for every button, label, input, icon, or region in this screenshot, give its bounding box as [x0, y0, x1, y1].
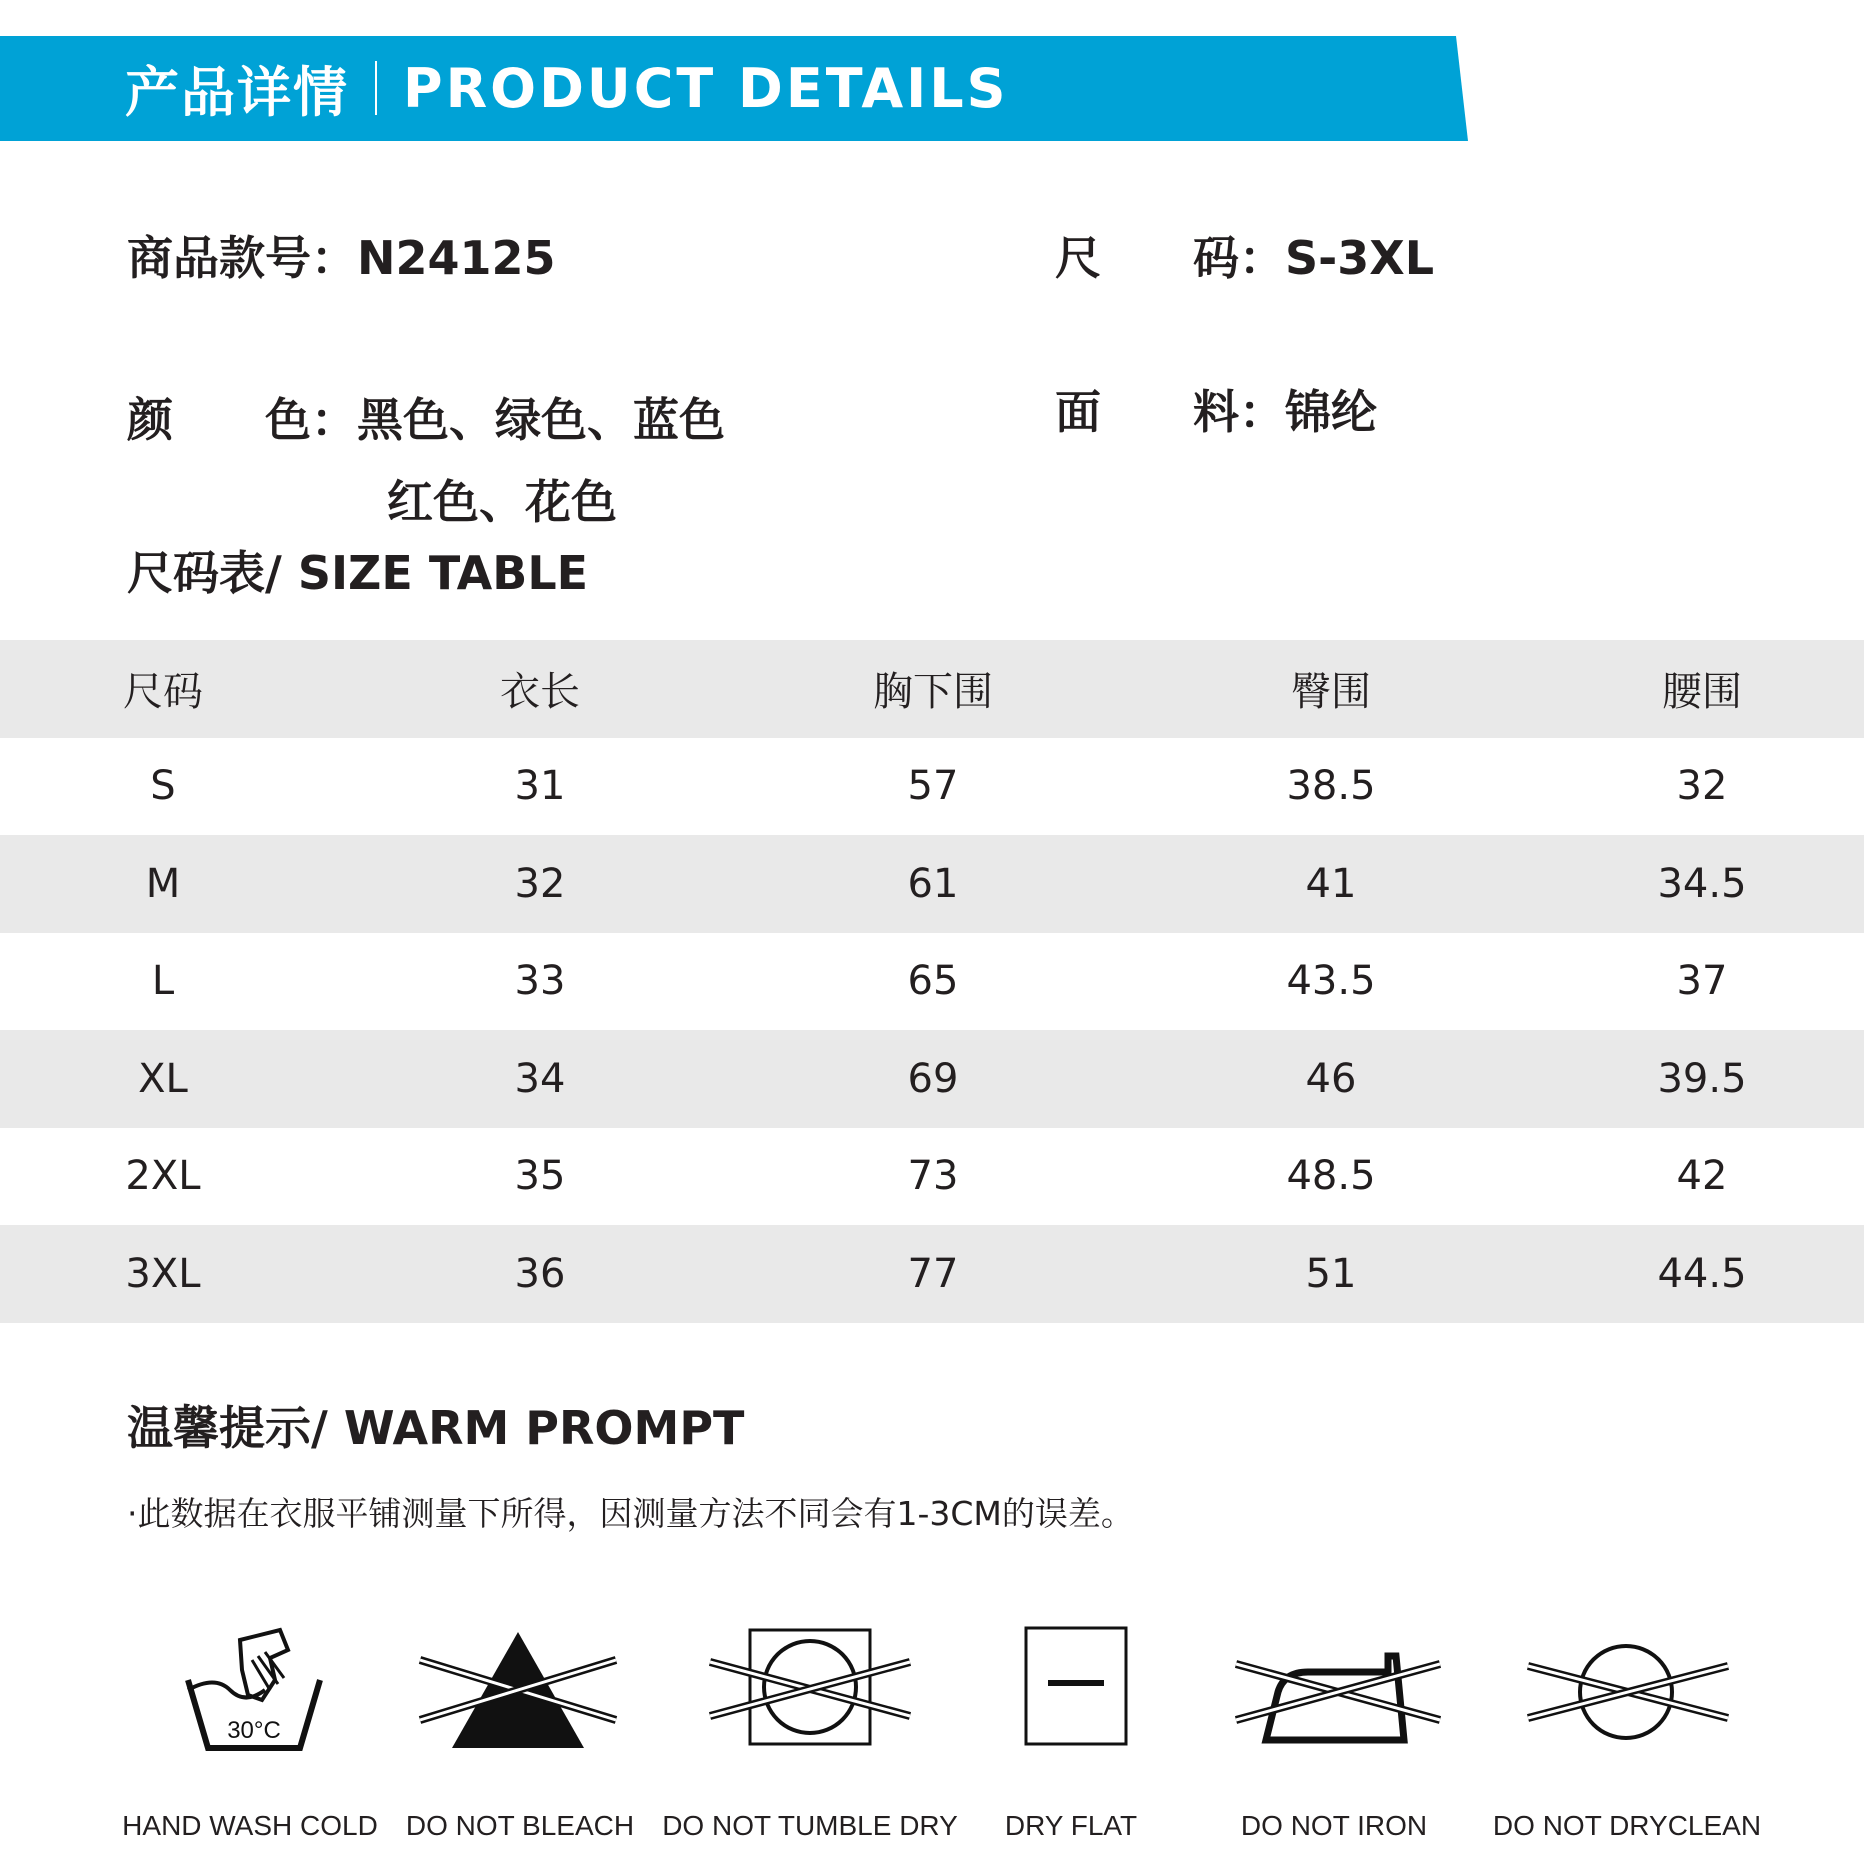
fabric-label: 面 料： [1055, 385, 1285, 439]
table-cell: 42 [1676, 1153, 1728, 1200]
table-cell: 36 [514, 1250, 566, 1297]
color-info [127, 384, 725, 450]
table-cell: 57 [907, 763, 959, 810]
measurement-note: ·此数据在衣服平铺测量下所得，因测量方法不同会有1-3CM的误差。 [127, 1494, 1134, 1533]
color-value-line2: 红色、花色 [387, 475, 617, 529]
size-table-title: 尺码表/ SIZE TABLE [127, 546, 589, 600]
header-title-cn: 产品详情 [125, 60, 349, 124]
table-cell: M [145, 860, 181, 907]
wash-temp-label: 30°C [227, 1717, 281, 1744]
size-range-value: S-3XL [1285, 231, 1435, 285]
table-cell: 38.5 [1286, 763, 1376, 810]
header-cell-length: 衣长 [500, 669, 580, 716]
table-header-row [0, 640, 1864, 738]
table-cell: 46 [1305, 1055, 1357, 1102]
table-cell: 31 [514, 763, 566, 810]
color-label: 颜 色： [127, 393, 357, 447]
care-label-hand-wash: HAND WASH COLD [122, 1810, 378, 1841]
table-row [0, 933, 1864, 1031]
table-cell: 34.5 [1657, 860, 1747, 907]
size-range-label: 尺 码： [1055, 231, 1285, 285]
table-cell: 43.5 [1286, 958, 1376, 1005]
table-cell: 33 [514, 958, 566, 1005]
table-row [0, 1225, 1864, 1323]
table-cell: 37 [1676, 958, 1728, 1005]
header-title-en: PRODUCT DETAILS [403, 56, 1009, 120]
table-row [0, 1128, 1864, 1226]
care-label-no-tumble-dry: DO NOT TUMBLE DRY [662, 1810, 958, 1841]
fabric-value: 锦纶 [1285, 385, 1377, 439]
no-bleach-icon [408, 1620, 628, 1760]
fabric-info [1055, 376, 1377, 442]
care-label-no-bleach: DO NOT BLEACH [405, 1810, 635, 1841]
table-cell: 77 [907, 1250, 959, 1297]
no-dryclean-icon [1520, 1620, 1740, 1760]
table-cell: 35 [514, 1153, 566, 1200]
style-number-value: N24125 [357, 231, 556, 285]
table-row [0, 835, 1864, 933]
header-cell-underbust: 胸下围 [873, 669, 993, 716]
table-row [0, 1030, 1864, 1128]
header-cell-waist: 腰围 [1662, 669, 1742, 716]
table-cell: 69 [907, 1055, 959, 1102]
table-cell: 2XL [125, 1153, 201, 1200]
care-label-dry-flat: DRY FLAT [1004, 1810, 1138, 1841]
table-cell: L [151, 958, 175, 1005]
table-cell: 61 [907, 860, 959, 907]
table-cell: 34 [514, 1055, 566, 1102]
size-table [0, 640, 1864, 1323]
header-title [125, 52, 1009, 124]
table-row [0, 738, 1864, 836]
table-cell: 44.5 [1657, 1250, 1747, 1297]
style-number [127, 222, 556, 288]
dry-flat-icon [966, 1620, 1186, 1760]
table-cell: 32 [514, 860, 566, 907]
table-cell: 3XL [125, 1250, 201, 1297]
table-cell: XL [138, 1055, 188, 1102]
table-cell: 39.5 [1657, 1055, 1747, 1102]
care-label-no-iron: DO NOT IRON [1240, 1810, 1428, 1841]
table-cell: 32 [1676, 763, 1728, 810]
table-cell: 65 [907, 958, 959, 1005]
header-divider [375, 61, 377, 115]
table-cell: 41 [1305, 860, 1357, 907]
care-label-no-dryclean: DO NOT DRYCLEAN [1492, 1810, 1762, 1841]
color-info-line2 [387, 466, 617, 532]
color-value-line1: 黑色、绿色、蓝色 [357, 393, 725, 447]
table-cell: 48.5 [1286, 1153, 1376, 1200]
hand-wash-icon [170, 1620, 390, 1760]
header-cell-hip: 臀围 [1291, 669, 1371, 716]
table-cell: S [150, 763, 176, 810]
style-number-label: 商品款号： [127, 231, 357, 285]
table-cell: 51 [1305, 1250, 1357, 1297]
table-cell: 73 [907, 1153, 959, 1200]
size-range [1055, 222, 1434, 288]
warm-prompt-title: 温馨提示/ WARM PROMPT [127, 1401, 745, 1455]
no-iron-icon [1228, 1620, 1448, 1760]
header-cell-size: 尺码 [123, 669, 203, 716]
no-tumble-dry-icon [700, 1620, 920, 1760]
